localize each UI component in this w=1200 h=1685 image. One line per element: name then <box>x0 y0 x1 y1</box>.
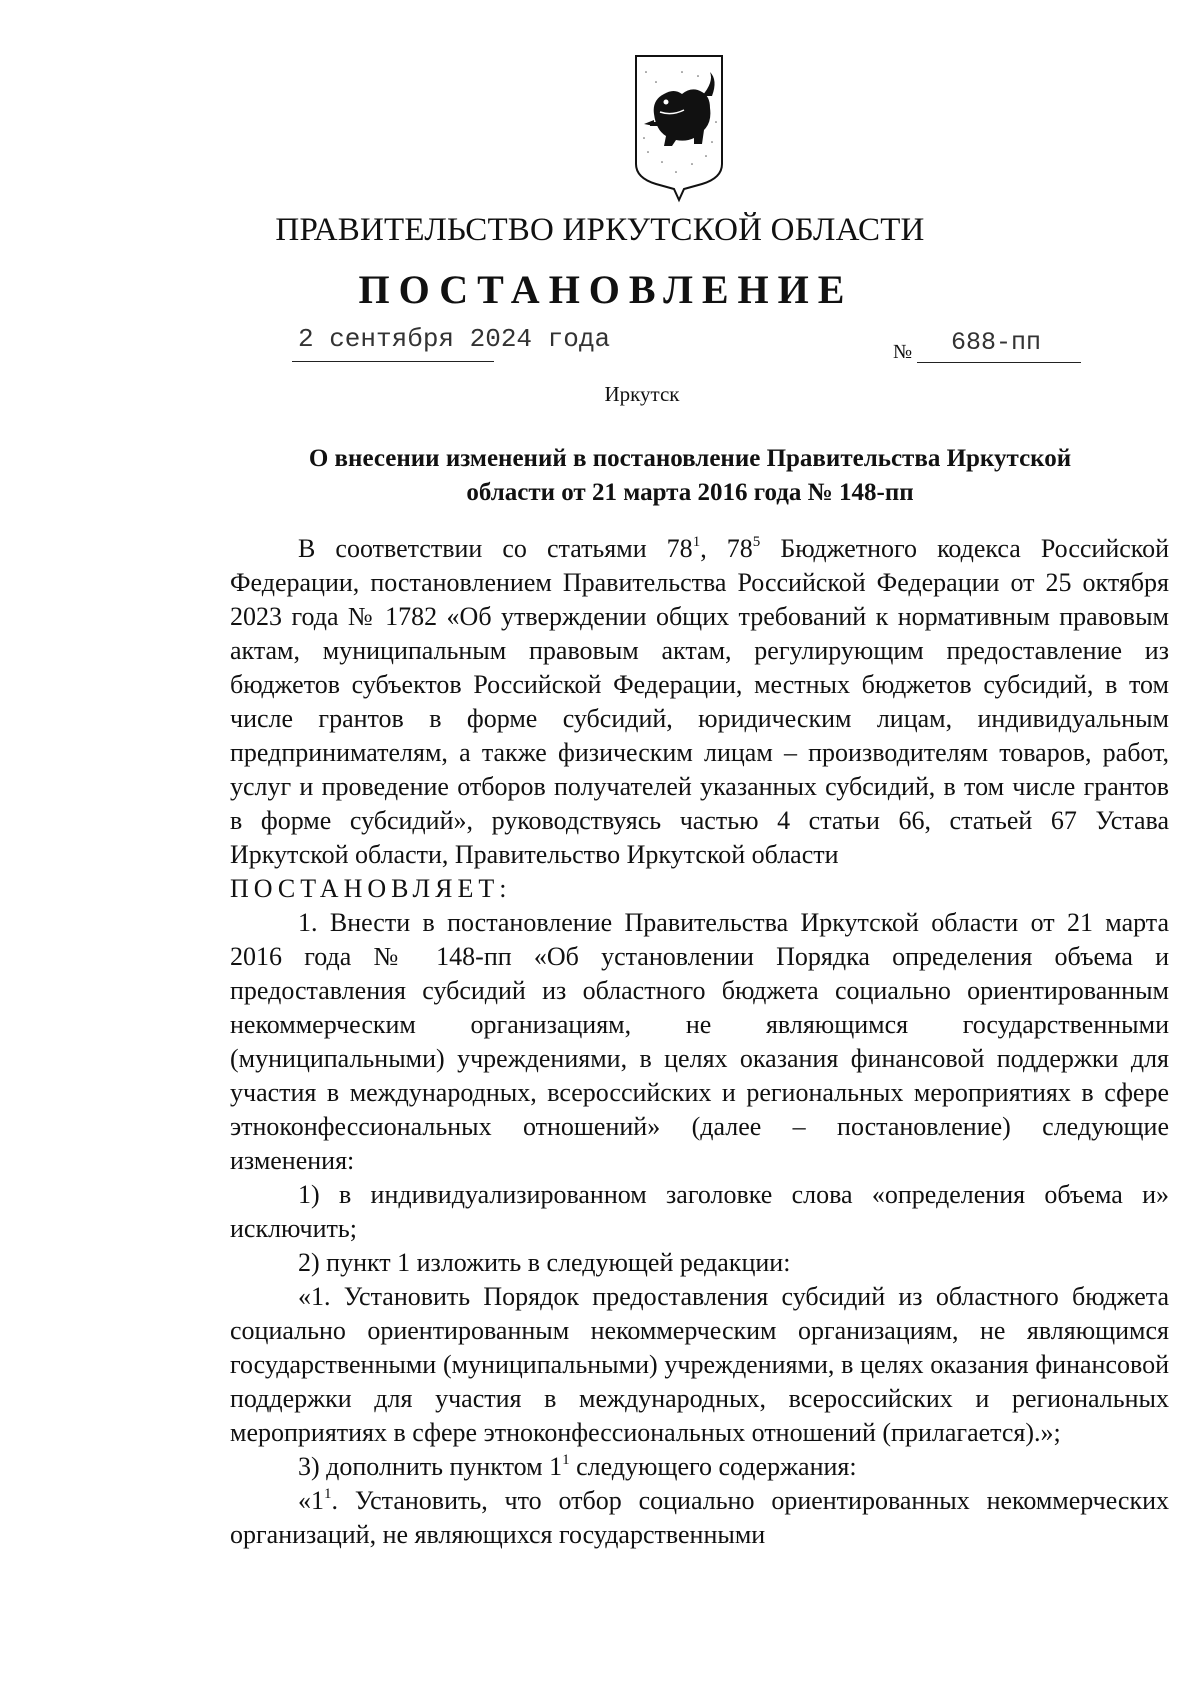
title-line-2: области от 21 марта 2016 года № 148-пп <box>466 479 914 506</box>
subitem-2-paragraph: 2) пункт 1 изложить в следующей редакции: <box>298 1248 791 1277</box>
subitem-3-paragraph <box>230 1450 1169 1484</box>
preamble-rest: Бюджетного кодекса Российской Федерации, постановлением Правительства Российской Федерации от 25 октября 2023 года № 1782 «Об утверждении общих требований к нормативным правовым актам, муниципальным правовым актам, регулирующим предоставление из бюджетов субъектов Российской Федерации, местных бюджетов субсидий, в том числе грантов в форме субсидий, юридическим лицам, индивидуальным предпринимателям, а также физическим лицам – производителям товаров, работ, услуг и проведение отборов получателей указанных субсидий, в том числе грантов в форме субсидий», руководствуясь частью 4 статьи 66, статьей 67 Устава Иркутской области, Правительство Иркутской области <box>230 534 1169 869</box>
city-name: Иркутск <box>604 382 680 406</box>
decree-word: ПОСТАНОВЛЯЕТ: <box>230 874 512 903</box>
subitem-3-superscript: 1 <box>562 1452 570 1468</box>
quote-2-rest: . Установить, что отбор социально ориентированных некоммерческих организаций, не являющихся государственными <box>230 1486 1169 1549</box>
preamble-start: В соответствии со статьями 78 <box>298 534 693 563</box>
quote-2-superscript: 1 <box>324 1486 332 1502</box>
document-date: 2 сентября 2024 года <box>298 324 611 354</box>
subitem-3-rest: следующего содержания: <box>569 1452 857 1481</box>
subitem-1-paragraph: 1) в индивидуализированном заголовке слова «определения объема и» исключить; <box>230 1180 1169 1243</box>
quoted-point-1-paragraph: «1. Установить Порядок предоставления субсидий из областного бюджета социально ориентированным некоммерческим организациям, не являющимся государственными (муниципальными) учреждениями, в целях оказания финансовой поддержки для участия в международных, всероссийских и региональных мероприятиях в сфере этноконфессиональных отношений (прилагается).»; <box>230 1282 1169 1447</box>
preamble-paragraph <box>230 532 1169 872</box>
preamble-superscript-1: 1 <box>692 534 701 550</box>
date-underline <box>292 361 494 362</box>
document-type-heading: ПОСТАНОВЛЕНИЕ <box>358 267 854 312</box>
preamble-separator: , 78 <box>700 534 753 563</box>
document-body <box>230 532 1169 1552</box>
quoted-point-1-1-paragraph <box>230 1484 1169 1552</box>
preamble-superscript-2: 5 <box>752 534 761 550</box>
quote-2-start: «1 <box>298 1486 324 1515</box>
item-1-paragraph: 1. Внести в постановление Правительства Иркутской области от 21 марта 2016 года № 148-пп «Об установлении Порядка определения объема и предоставления субсидий из областного бюджета социально ориентированным некоммерческим организациям, не являющимся государственными (муниципальными) учреждениями, в целях оказания финансовой поддержки для участия в международных, всероссийских и региональных мероприятиях в сфере этноконфессиональных отношений» (далее – постановление) следующие изменения: <box>230 908 1169 1175</box>
document-number: 688-пп <box>951 328 1042 357</box>
subitem-3-start: 3) дополнить пунктом 1 <box>298 1452 563 1481</box>
title-line-1: О внесении изменений в постановление Правительства Иркутской <box>308 445 1072 472</box>
document-title <box>240 442 1140 510</box>
coat-of-arms-emblem <box>632 52 726 204</box>
number-underline <box>917 362 1081 363</box>
government-name: ПРАВИТЕЛЬСТВО ИРКУТСКОЙ ОБЛАСТИ <box>275 212 925 248</box>
number-sign: № <box>893 341 913 363</box>
